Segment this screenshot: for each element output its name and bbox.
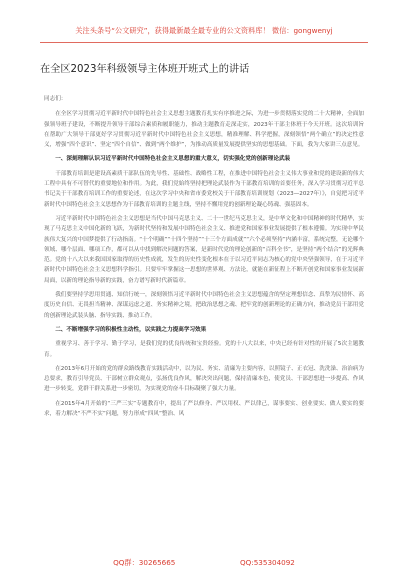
header-divider	[40, 42, 368, 43]
document-title: 在全区2023年科级领导主体班开班式上的讲话	[40, 64, 250, 75]
qq-number: QQ:535304092	[239, 558, 295, 567]
section-2-paragraph: 在2013年6月开始的党的群众路线教育实践活动中，以为民、务实、清廉为主要内容，以照镜子、正衣冠、洗洗澡、治治病为总要求，教育引导党员、干部树立群众观点，弘扬优良作风，解决突出问题，保持清廉本色，使党员、干部思想进一步提高、作风进一步转变，党群干群关系进一步密切，为实现党的奋斗目标凝聚了强大力量。	[44, 365, 364, 393]
section-2-paragraph: 在2015年4月开始的“三严三实”专题教育中，提出了严以修身、严以用权、严以律己，谋事要实、创业要实、做人要实的要求，着力解决“不严不实”问题，努力形成“四风”整治、风	[44, 400, 364, 418]
section-1-paragraph: 我们要坚持学思用贯通、知信行统一，深刻领悟习近平新时代中国特色社会主义思想蕴含的坚定理想信念、真挚为民情怀、高度历史自信、无畏担当精神、深谋远虑之道、务实精神之境，把政治思想之魂、把牢党的创新理论的正确方向，推动党员干部用党的创新理论武装头脑、指导实践、推动工作。	[44, 292, 364, 319]
document-body	[44, 94, 364, 423]
promo-banner: 关注头条号“公文研究”，获得最新最全最专业的公文资料库！ 微信：gongwenyj	[75, 26, 333, 35]
greeting: 同志们：	[44, 96, 67, 102]
contact-footer	[0, 556, 408, 570]
section-1-paragraph: 习近平新时代中国特色社会主义思想是当代中国马克思主义、二十一世纪马克思主义，是中华文化和中国精神的时代精华，实现了马克思主义中国化新的飞跃，为新时代坚持和发展中国特色社会主义、推进党和国家事业发展提供了根本遵循。为实现中华民族伟大复兴的中国梦提供了行动指南。“十个明确”“十四个坚持”“十三个方面成就”“六个必须坚持”内涵丰富，系统完整，无论哪个领域、哪个层面、哪项工作，都可以从中找到解决问题的答案，是新时代党的理论创新的“百科全书”，是坚持“两个结合”的光辉典范。党的十八大以来我国国家取得的历史性成就，发生的历史性变化根本在于以习近平同志为核心的党中央坚强领导，在于习近平新时代中国特色社会主义思想科学指引。只要牢牢掌握这一思想的世界观、方法论，就能在新征程上不断开创党和国家事业发展新局面，以新的理论指导新的实践，奋力谱写新时代新篇章。	[44, 215, 364, 284]
intro-paragraph: 在全区学习贯彻习近平新时代中国特色社会主义思想主题教育扎实有序推进之际，为进一步贯彻落实党的二十大精神，全面加强领导班子建设，不断提升领导干部综合素质和履职能力，推动主题教育走深走实，2023年干部主体班于今天开班。这次培训旨在帮助广大领导干部更好学习贯彻习近平新时代中国特色社会主义思想，精准理解、科学把握，深刻领悟“两个确立”的决定性意义，增强“四个意识”、坚定“四个自信”、做到“两个维护”，为推动高质量发展提供坚实的思想基础。下面，我为大家讲三点意见。	[44, 111, 364, 149]
section-1-paragraph: 干部教育培训是建设高素质干部队伍的先导性、基础性、战略性工程，在推进中国特色社会主义伟大事业和党的建设新的伟大工程中具有不可替代的重要地位和作用。为此，我们党始终坚持把理论武装作为干部教育培训的首要任务，深入学习贯彻习近平总书记关于干部教育培训工作的重要论述，在这次学习中央和省市委党校关于干部教育培训规划（2023—2027年）》，自觉把习近平新时代中国特色社会主义思想作为干部教育培训的主题主线，坚持不懈用党的创新理论凝心铸魂、强基固本。	[44, 170, 364, 208]
section-2-heading: 二、不断增强学习的积极性主动性，以实践之力提高学习效果	[55, 326, 207, 333]
section-2-paragraph: 重视学习、善于学习、勤于学习，是我们党的优良传统和宝贵经验。党的十八大以来，中央已经有针对性的开展了5次主题教育。	[44, 341, 364, 358]
qq-group-number: QQ群：30265665	[113, 558, 176, 567]
section-1-heading: 一、深刻理解认识习近平新时代中国特色社会主义思想的重大意义，切实强化党的创新理论武装	[55, 156, 291, 163]
